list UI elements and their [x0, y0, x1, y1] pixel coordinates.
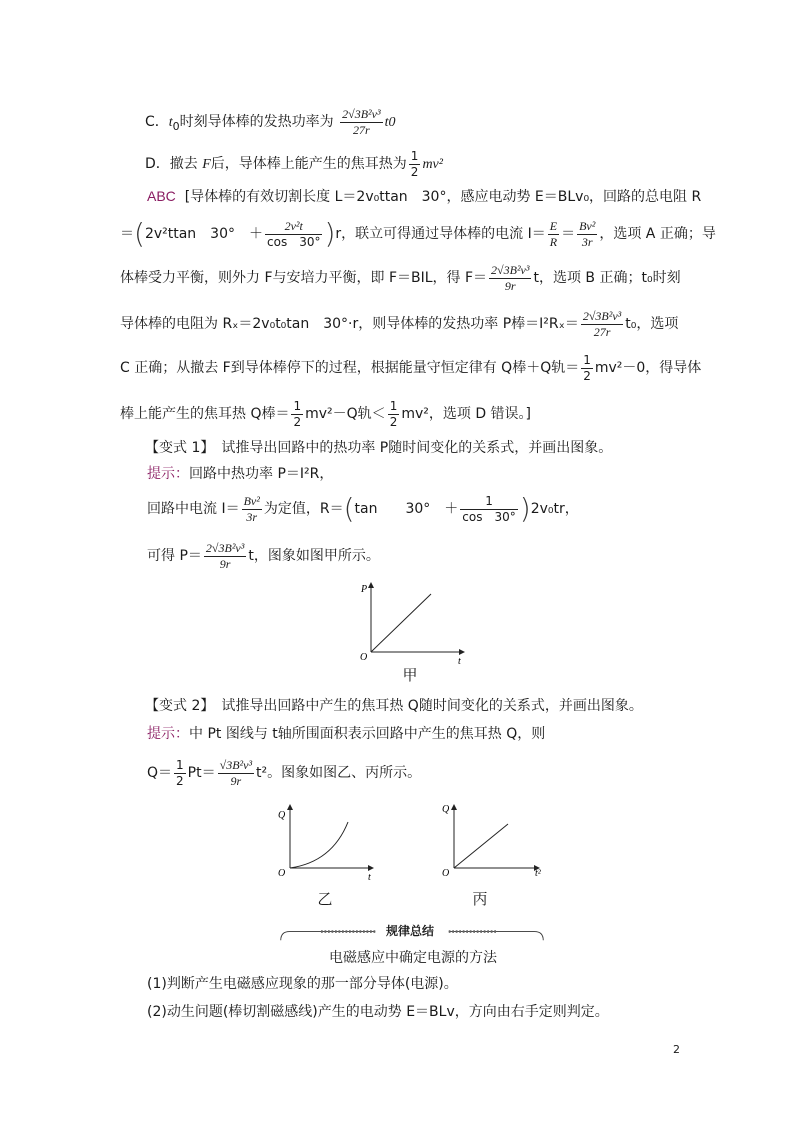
- summary-badge: 规律总结: [382, 921, 438, 941]
- option-d: D．撤去 F后，导体棒上能产生的焦耳热为 $\frac{1}{2}$ mv²: [145, 148, 443, 179]
- variant-1-line-3: 可得 P＝ $\frac{\text{2√3B²v³}}{9r}$ t，图象如图甲所示。: [147, 540, 380, 571]
- graph-jia: [355, 580, 475, 670]
- graph-label-bing: 丙: [472, 890, 488, 908]
- variant-1-title: 【变式 1】 试推导出回路中的热功率 P随时间变化的关系式，并画出图象。: [145, 440, 613, 456]
- origin-label: O: [360, 652, 368, 663]
- variant-1-hint: 提示：回路中热功率 P＝I²R，: [147, 466, 334, 482]
- graph-label-yi: 乙: [317, 890, 333, 908]
- graph-bing: [438, 800, 558, 885]
- summary-item-1: (1)判断产生电磁感应现象的那一部分导体(电源)。: [147, 976, 458, 992]
- variant-2-line-2: Q＝ $\frac{1}{2}$ Pt＝ $\frac{\text{√3B²v³}}{9r}$ t²。图象如图乙、丙所示。: [147, 757, 422, 788]
- axis-x-label: t²: [535, 868, 541, 879]
- axis-y-label: P: [361, 584, 368, 595]
- fraction: $\frac{1}{2}$: [410, 148, 419, 179]
- option-c: C．$t_0$时刻导体棒的发热功率为 $\frac{\text{2√3B²v³}}{27r}$ t0: [145, 106, 396, 137]
- fraction: $\frac{\text{2√3B²v³}}{27r}$: [342, 106, 381, 137]
- page-number: 2: [673, 1043, 680, 1056]
- solution-line-6: 棒上能产生的焦耳热 Q棒＝ $\frac{1}{2}$ mv²－Q轨＜ $\frac{1}{2}$ mv²，选项 D 错误。]: [120, 398, 532, 429]
- variant-2-title: 【变式 2】 试推导出回路中产生的焦耳热 Q随时间变化的关系式，并画出图象。: [145, 698, 643, 714]
- variant-2-hint: 提示：中 Pt 图线与 t轴所围面积表示回路中产生的焦耳热 Q，则: [147, 726, 546, 742]
- solution-line-1: ABC [导体棒的有效切割长度 L＝2v₀ttan 30°，感应电动势 E＝BLv₀，回路的总电阻 R: [147, 188, 702, 205]
- variant-1-line-2: 回路中电流 I＝ $\frac{\text{Bv²}}{3r}$ 为定值，R＝(tan 30° ＋ $\frac{1}{\cos 30^\circ}$ )2v₀tr，: [147, 492, 579, 525]
- origin-label: O: [278, 868, 286, 879]
- solution-line-5: C 正确；从撤去 F到导体棒停下的过程，根据能量守恒定律有 Q棒＋Q轨＝ $\frac{1}{2}$ mv²－0，得导体: [120, 352, 702, 383]
- axis-x-label: t: [458, 656, 461, 667]
- axis-y-label: Q: [442, 804, 450, 815]
- solution-line-4: 导体棒的电阻为 Rₓ＝2v₀t₀tan 30°·r，则导体棒的发热功率 P棒＝I²Rₓ＝ $\frac{\text{2√3B²v³}}{27r}$ t₀，选项: [120, 308, 679, 339]
- solution-line-2: ＝(2v²ttan 30° ＋ $\frac{\text{2v²t}}{\cos 30^\circ}$ )r，联立可得通过导体棒的电流 I＝ $\frac{E}{R}$ ＝ $\frac{\text{Bv²}}{3r}$ ，选项 A 正确；导: [120, 217, 716, 250]
- axis-x-label: t: [368, 872, 371, 883]
- graph-label-jia: 甲: [402, 666, 418, 684]
- graph-yi: [272, 800, 382, 885]
- answer-label: ABC: [147, 188, 176, 204]
- summary-title: 电磁感应中确定电源的方法: [329, 950, 497, 966]
- origin-label: O: [442, 868, 450, 879]
- axis-y-label: Q: [278, 810, 286, 821]
- solution-line-3: 体棒受力平衡，则外力 F与安培力平衡，即 F＝BIL，得 F＝ $\frac{\text{2√3B²v³}}{9r}$ t，选项 B 正确；t₀时刻: [120, 262, 681, 293]
- summary-item-2: (2)动生问题(棒切割磁感线)产生的电动势 E＝BLv，方向由右手定则判定。: [147, 1004, 609, 1020]
